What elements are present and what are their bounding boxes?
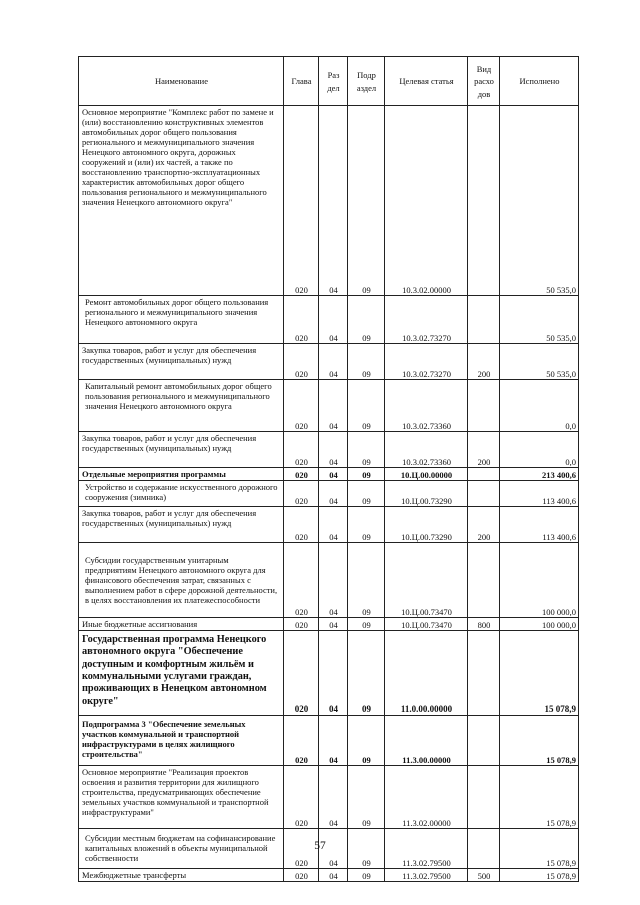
row-razdel: 04 [319,468,348,481]
row-podrazdel: 09 [348,618,385,631]
table-row [79,344,579,380]
row-target: 11.3.02.00000 [385,766,468,829]
row-vid [468,631,500,716]
row-razdel: 04 [319,716,348,766]
row-name: Основное мероприятие "Комплекс работ по замене и (или) восстановлению конструктивных элементов автомобильных дорог общего пользования регионального и межмуниципального значения Ненецкого автономного округа, дорожных сооружений и (или) их частей, а также по восстановлению транспортно-эксплуатационных характеристик автомобильных дорог общего пользования регионального и межмуниципального значения Ненецкого автономного округа" [79,106,284,296]
row-name: Отдельные мероприятия программы [79,468,284,481]
table-row [79,766,579,829]
row-name: Субсидии местным бюджетам на софинансирование капитальных вложений в объекты муниципальной собственности [79,829,284,869]
row-vid: 500 [468,869,500,882]
table-row [79,543,579,618]
row-name: Основное мероприятие "Реализация проектов освоения и развития территории для жилищного строительства, предусматривающих обеспечение земельных участков коммунальной и транспортной инфраструктурами" [79,766,284,829]
row-target: 10.Ц.00.73470 [385,618,468,631]
header-vid: Вид расхо дов [468,57,500,106]
row-razdel: 04 [319,106,348,296]
header-podrazdel: Подр аздел [348,57,385,106]
row-razdel: 04 [319,543,348,618]
row-vid [468,766,500,829]
row-amount: 15 078,9 [500,829,579,869]
row-target: 10.3.02.73270 [385,296,468,344]
row-target: 10.3.02.73360 [385,432,468,468]
row-podrazdel: 09 [348,106,385,296]
row-amount: 15 078,9 [500,869,579,882]
row-razdel: 04 [319,631,348,716]
row-glava: 020 [284,716,319,766]
row-podrazdel: 09 [348,869,385,882]
row-target: 11.3.02.79500 [385,869,468,882]
table-row [79,296,579,344]
row-podrazdel: 09 [348,829,385,869]
row-vid [468,481,500,507]
row-target: 10.Ц.00.00000 [385,468,468,481]
row-target: 11.3.02.79500 [385,829,468,869]
row-name: Государственная программа Ненецкого автономного округа "Обеспечение доступным и комфортным жильём и коммунальными услугами граждан, проживающих в Ненецком автономном округе" [79,631,284,716]
row-target: 10.3.02.73270 [385,344,468,380]
table-row [79,432,579,468]
row-name: Иные бюджетные ассигнования [79,618,284,631]
row-glava: 020 [284,829,319,869]
table-row [79,481,579,507]
row-razdel: 04 [319,507,348,543]
row-amount: 113 400,6 [500,481,579,507]
row-target: 10.3.02.00000 [385,106,468,296]
row-vid [468,380,500,432]
page-number: 57 [314,840,326,852]
row-amount: 0,0 [500,432,579,468]
table-row [79,380,579,432]
row-name: Устройство и содержание искусственного дорожного сооружения (зимника) [79,481,284,507]
row-podrazdel: 09 [348,468,385,481]
row-name: Субсидии государственным унитарным предприятиям Ненецкого автономного округа для финансового обеспечения затрат, связанных с выполнением работ в сфере дорожной деятельности, в целях восстановления их платежеспособности [79,543,284,618]
row-podrazdel: 09 [348,344,385,380]
header-amount: Исполнено [500,57,579,106]
row-amount: 0,0 [500,380,579,432]
row-target: 11.0.00.00000 [385,631,468,716]
row-razdel: 04 [319,766,348,829]
row-razdel: 04 [319,380,348,432]
row-podrazdel: 09 [348,432,385,468]
row-vid: 200 [468,432,500,468]
row-amount: 100 000,0 [500,543,579,618]
row-razdel: 04 [319,829,348,869]
row-name: Подпрограмма 3 "Обеспечение земельных участков коммунальной и транспортной инфраструктурами в целях жилищного строительства" [79,716,284,766]
row-podrazdel: 09 [348,481,385,507]
row-razdel: 04 [319,432,348,468]
table-row [79,507,579,543]
row-razdel: 04 [319,296,348,344]
table-row [79,631,579,716]
header-glava: Глава [284,57,319,106]
budget-sheet [78,56,578,882]
row-amount: 213 400,6 [500,468,579,481]
row-razdel: 04 [319,344,348,380]
row-glava: 020 [284,481,319,507]
row-podrazdel: 09 [348,507,385,543]
row-glava: 020 [284,507,319,543]
row-vid [468,716,500,766]
row-podrazdel: 09 [348,543,385,618]
table-header [79,57,579,106]
row-podrazdel: 09 [348,766,385,829]
row-glava: 020 [284,468,319,481]
row-name: Закупка товаров, работ и услуг для обеспечения государственных (муниципальных) нужд [79,507,284,543]
row-amount: 15 078,9 [500,631,579,716]
header-razdel: Раз дел [319,57,348,106]
row-glava: 020 [284,296,319,344]
row-podrazdel: 09 [348,716,385,766]
row-vid [468,468,500,481]
row-razdel: 04 [319,869,348,882]
row-amount: 15 078,9 [500,766,579,829]
row-target: 10.Ц.00.73290 [385,481,468,507]
row-glava: 020 [284,106,319,296]
row-vid: 800 [468,618,500,631]
row-amount: 50 535,0 [500,106,579,296]
budget-table [78,56,579,882]
row-podrazdel: 09 [348,631,385,716]
row-glava: 020 [284,869,319,882]
row-name: Межбюджетные трансферты [79,869,284,882]
row-glava: 020 [284,380,319,432]
row-podrazdel: 09 [348,296,385,344]
row-amount: 50 535,0 [500,296,579,344]
table-row [79,468,579,481]
row-target: 10.3.02.73360 [385,380,468,432]
table-row [79,106,579,296]
table-row [79,716,579,766]
row-target: 11.3.00.00000 [385,716,468,766]
table-row [79,618,579,631]
row-razdel: 04 [319,481,348,507]
row-name: Закупка товаров, работ и услуг для обеспечения государственных (муниципальных) нужд [79,344,284,380]
row-target: 10.Ц.00.73470 [385,543,468,618]
row-vid [468,106,500,296]
row-vid: 200 [468,344,500,380]
row-glava: 020 [284,631,319,716]
table-row [79,869,579,882]
row-vid [468,296,500,344]
row-vid: 200 [468,507,500,543]
row-amount: 100 000,0 [500,618,579,631]
header-target: Целевая статья [385,57,468,106]
row-vid [468,543,500,618]
row-target: 10.Ц.00.73290 [385,507,468,543]
row-glava: 020 [284,344,319,380]
row-name: Капитальный ремонт автомобильных дорог общего пользования регионального и межмуниципального значения Ненецкого автономного округа [79,380,284,432]
row-amount: 113 400,6 [500,507,579,543]
row-podrazdel: 09 [348,380,385,432]
row-name: Ремонт автомобильных дорог общего пользования регионального и межмуниципального значения Ненецкого автономного округа [79,296,284,344]
header-name: Наименование [79,57,284,106]
row-glava: 020 [284,543,319,618]
row-amount: 50 535,0 [500,344,579,380]
row-glava: 020 [284,432,319,468]
row-name: Закупка товаров, работ и услуг для обеспечения государственных (муниципальных) нужд [79,432,284,468]
row-glava: 020 [284,618,319,631]
row-glava: 020 [284,766,319,829]
row-amount: 15 078,9 [500,716,579,766]
row-razdel: 04 [319,618,348,631]
